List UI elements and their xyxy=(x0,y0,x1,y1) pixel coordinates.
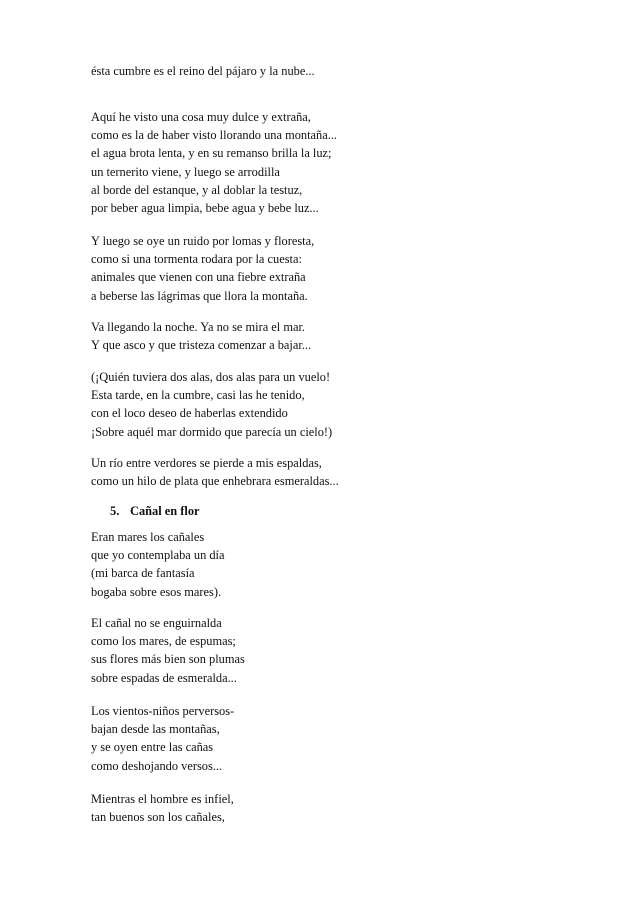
stanza xyxy=(91,62,315,80)
stanza xyxy=(91,368,332,441)
poem-line: un ternerito viene, y luego se arrodilla xyxy=(91,164,280,179)
poem-line: a beberse las lágrimas que llora la montaña. xyxy=(91,288,308,303)
poem-line: y se oyen entre las cañas xyxy=(91,740,214,755)
poem-line: Los vientos-niños perversos- xyxy=(91,704,235,718)
poem-line: con el loco deseo de haberlas extendido xyxy=(91,406,288,421)
poem-line: ¡Sobre aquél mar dormido que parecía un cielo!) xyxy=(91,424,333,439)
poem-line: (mi barca de fantasía xyxy=(91,566,195,581)
poem-line: Aquí he visto una cosa muy dulce y extraña, xyxy=(91,110,311,124)
poem-line: sobre espadas de esmeralda... xyxy=(91,670,237,685)
poem-line: Mientras el hombre es infiel, xyxy=(91,792,234,806)
stanza xyxy=(91,790,234,826)
stanza xyxy=(91,108,337,217)
stanza xyxy=(91,614,245,687)
poem-line: el agua brota lenta, y en su remanso brilla la luz; xyxy=(91,146,332,161)
poem-line: bogaba sobre esos mares). xyxy=(91,584,222,599)
poem-line: tan buenos son los cañales, xyxy=(91,810,225,825)
poem-line: bajan desde las montañas, xyxy=(91,722,220,737)
poem-line: (¡Quién tuviera dos alas, dos alas para un vuelo! xyxy=(91,370,331,384)
stanza xyxy=(91,702,234,775)
poem-line: Eran mares los cañales xyxy=(91,530,205,544)
poem-line: Y luego se oye un ruido por lomas y floresta, xyxy=(91,234,315,248)
poem-line: como es la de haber visto llorando una montaña... xyxy=(91,128,338,143)
poem-line: Un río entre verdores se pierde a mis espaldas, xyxy=(91,456,322,470)
poem-line: como un hilo de plata que enhebrara esmeraldas... xyxy=(91,474,339,489)
poem-line: como los mares, de espumas; xyxy=(91,634,236,649)
poem-line: al borde del estanque, y al doblar la testuz, xyxy=(91,182,303,197)
stanza xyxy=(91,454,339,490)
poem-line: por beber agua limpia, bebe agua y bebe luz... xyxy=(91,201,319,216)
stanza xyxy=(91,318,311,354)
section-number: 5. xyxy=(110,504,120,518)
poem-line: que yo contemplaba un día xyxy=(91,548,225,563)
poem-line: Y que asco y que tristeza comenzar a bajar... xyxy=(91,338,312,353)
poem-line: ésta cumbre es el reino del pájaro y la nube... xyxy=(91,64,315,78)
poem-line: sus flores más bien son plumas xyxy=(91,652,245,667)
poem-line: animales que vienen con una fiebre extraña xyxy=(91,270,306,285)
poem-line: El cañal no se enguirnalda xyxy=(91,616,222,630)
section-title: Cañal en flor xyxy=(130,504,200,518)
poem-line: Va llegando la noche. Ya no se mira el mar. xyxy=(91,320,306,334)
poem-line: como si una tormenta rodara por la cuesta: xyxy=(91,252,302,267)
stanza xyxy=(91,232,314,305)
poem-line: Esta tarde, en la cumbre, casi las he tenido, xyxy=(91,388,305,403)
section-heading xyxy=(110,502,200,520)
poem-line: como deshojando versos... xyxy=(91,758,223,773)
stanza xyxy=(91,528,225,601)
